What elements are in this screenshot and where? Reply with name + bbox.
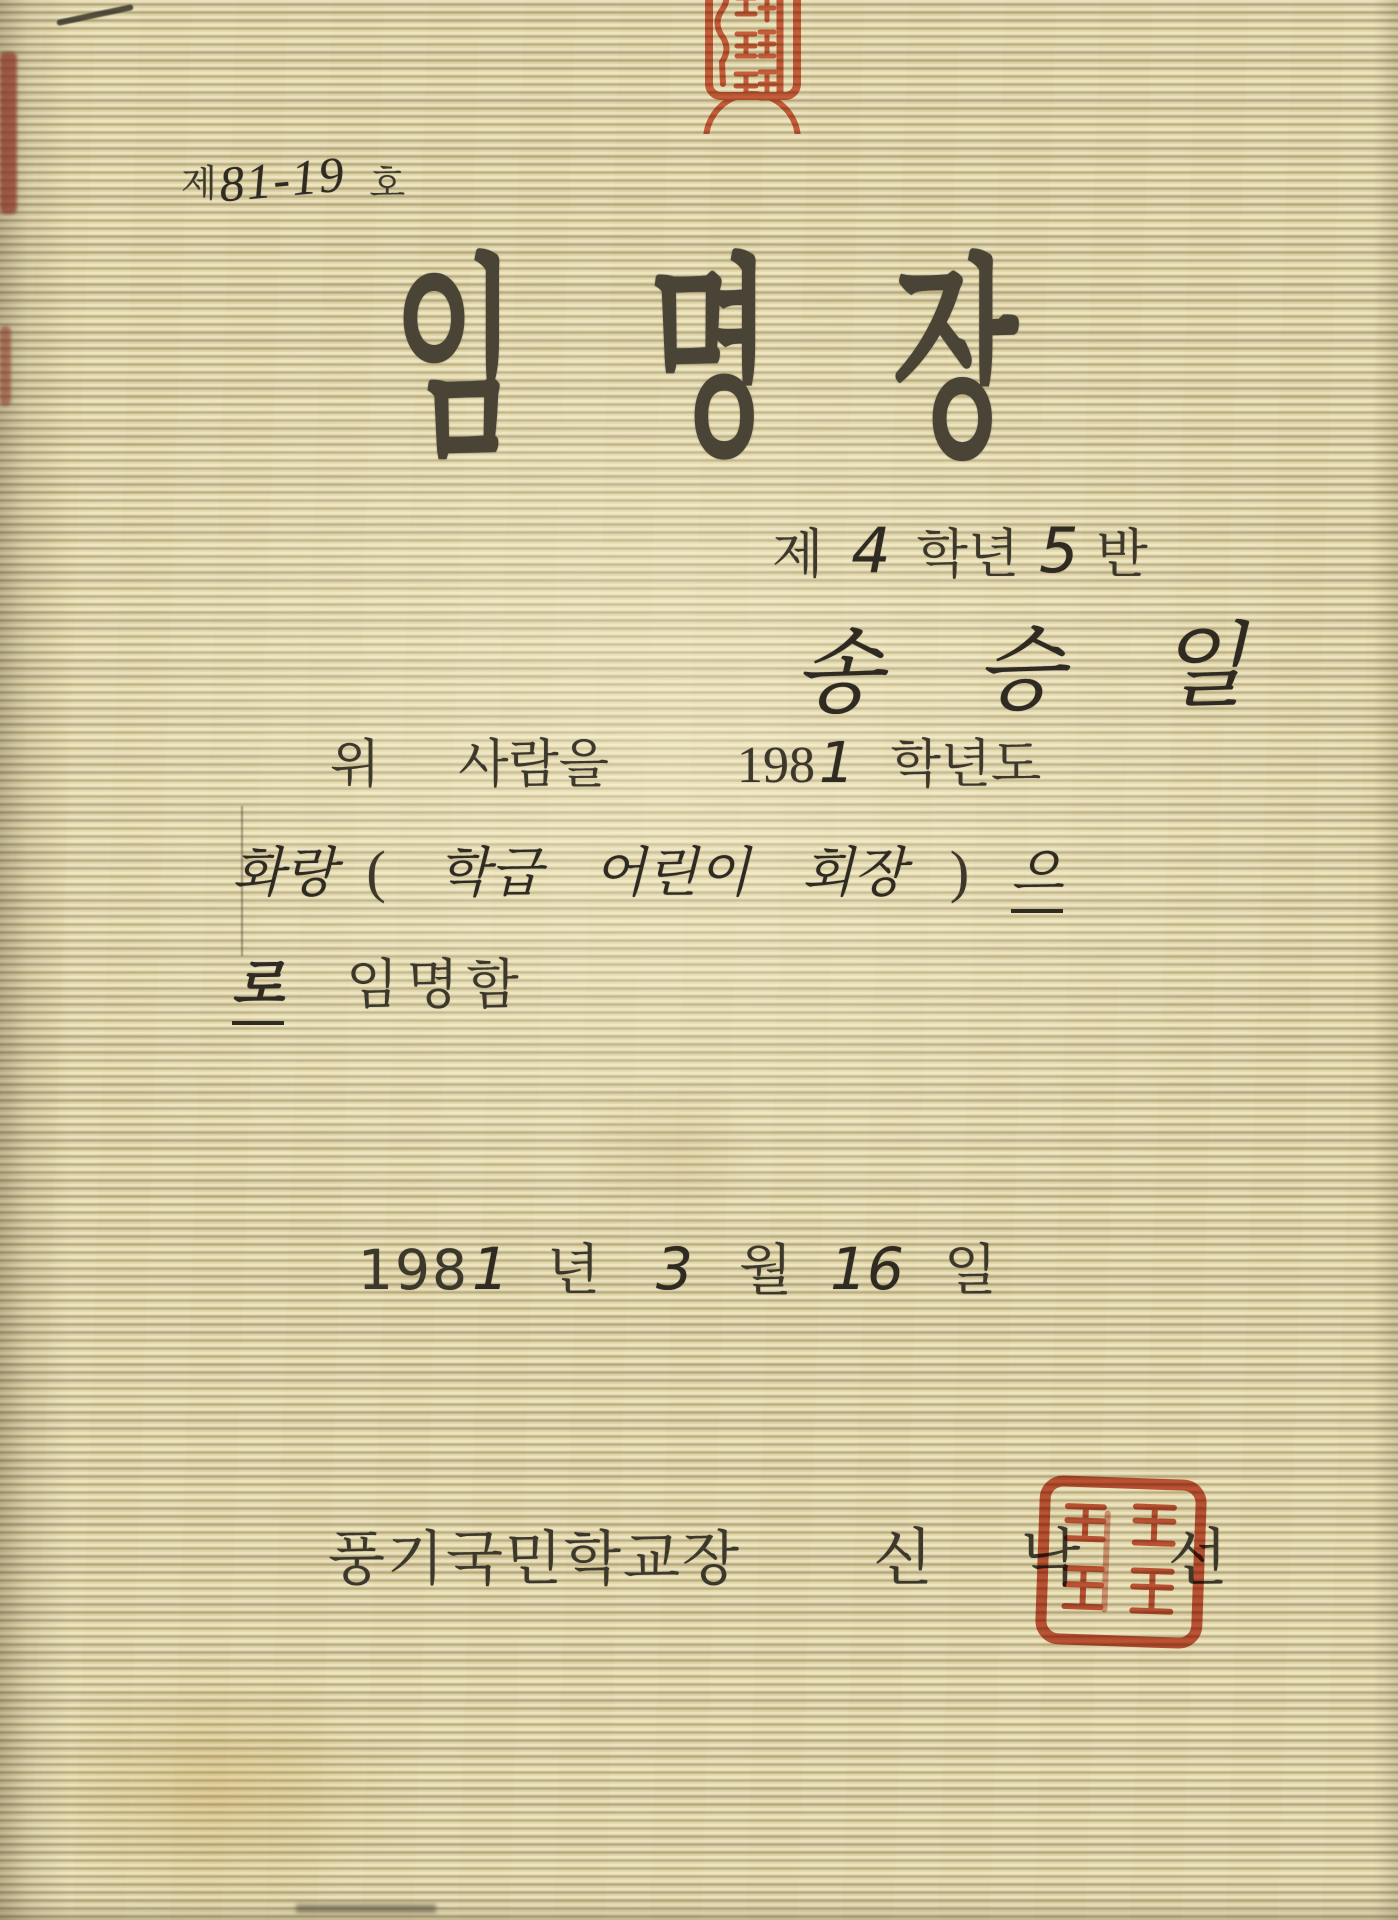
date-year-label: 년 <box>546 1240 601 1301</box>
date-year-handwritten: 1 <box>471 1235 509 1303</box>
date-line <box>358 1226 997 1305</box>
date-month: 3 <box>656 1235 693 1303</box>
body-word: 위 <box>330 737 381 794</box>
grade-label: 학년 <box>916 526 1020 584</box>
appointment-verb: 임명함 <box>346 955 527 1015</box>
body-line-1 <box>330 722 1041 797</box>
page-right-shadow <box>1372 0 1398 1920</box>
doc-number-suffix: 호 <box>369 164 406 205</box>
stain-mark <box>40 1660 400 1920</box>
school-year-printed: 198 <box>736 737 815 794</box>
particle-eu: 으 <box>1011 830 1063 913</box>
grade-class-line <box>772 512 1148 588</box>
recipient-name: 송 승 일 <box>792 614 1269 726</box>
document-number <box>181 145 406 213</box>
principal-seal-stamp <box>1031 1471 1211 1653</box>
body-line-2 <box>232 830 1063 913</box>
issuer-title: 풍기국민학교장 <box>328 1526 741 1592</box>
principal-name: 신 낙 선 <box>872 1525 1232 1593</box>
body-word: 사람을 <box>458 737 609 794</box>
class-label: 반 <box>1096 526 1148 584</box>
grade-number: 4 <box>851 514 891 587</box>
page-left-shadow <box>0 0 70 1920</box>
page-title-char: 장 <box>893 235 1018 486</box>
school-seal-stamp <box>700 0 806 134</box>
grade-prefix: 제 <box>772 526 824 584</box>
doc-number-value: 81-19 <box>216 145 348 213</box>
page-title-char: 임 <box>393 235 518 486</box>
date-day-label: 일 <box>943 1240 998 1301</box>
date-month-label: 월 <box>738 1240 793 1301</box>
paren-close: ) <box>949 839 970 904</box>
particle-ro: 로 <box>232 942 284 1025</box>
body-word: 학년도 <box>890 737 1042 794</box>
paren-open: ( <box>366 839 386 904</box>
page-bottom-shadow <box>0 1898 1398 1920</box>
appointment-rank: 화랑 <box>232 843 337 903</box>
date-year-printed: 198 <box>358 1238 469 1302</box>
date-day: 16 <box>830 1235 904 1303</box>
body-line-3 <box>232 942 527 1025</box>
doc-number-prefix: 제 <box>181 164 217 205</box>
page-title-char: 명 <box>648 235 773 486</box>
class-number: 5 <box>1039 514 1079 587</box>
appointment-role: 학급 어린이 회장 <box>437 843 906 903</box>
school-year-handwritten: 1 <box>818 731 855 796</box>
stain-mark <box>580 1080 760 1230</box>
